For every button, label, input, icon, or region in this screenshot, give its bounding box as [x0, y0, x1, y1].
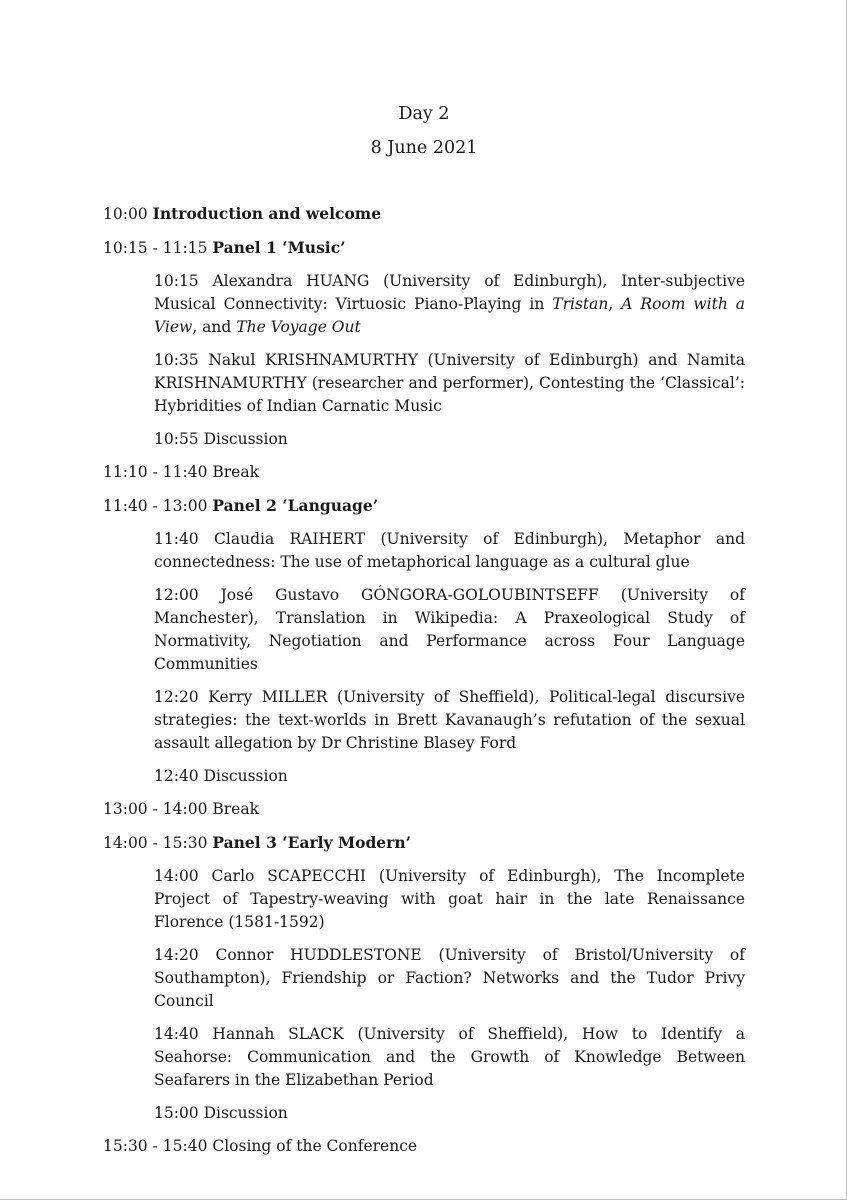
- panel1-paper-1: [154, 270, 745, 339]
- panel1-time: 10:15 - 11:15: [103, 239, 208, 257]
- panel1-paper-1-time: 10:15: [154, 272, 199, 290]
- panel1-discussion: 10:55 Discussion: [154, 430, 288, 448]
- panel3-heading: [103, 831, 745, 855]
- panel2-paper-1: 11:40 Claudia RAIHERT (University of Edinburgh), Metaphor and connectedness: The use of metaphorical language as a cultural glue: [154, 530, 745, 571]
- panel1-title: Panel 1 ‘Music’: [212, 238, 346, 257]
- title-voyage-out: The Voyage Out: [236, 318, 361, 336]
- panel1-paper-2: [154, 349, 745, 418]
- panel2-paper-3: 12:20 Kerry MILLER (University of Sheffield), Political-legal discursive strategies: the text-worlds in Brett Kavanaugh’s refutation of the sexual assault allegation by Dr Christine Blasey Ford: [154, 688, 745, 752]
- break-2: 13:00 - 14:00 Break: [103, 800, 259, 818]
- intro-title: Introduction and welcome: [152, 204, 382, 223]
- programme-content: [103, 104, 745, 1168]
- panel3-paper-1: 14:00 Carlo SCAPECCHI (University of Edinburgh), The Incomplete Project of Tapestry-weaving with goat hair in the late Renaissance Florence (1581-1592): [154, 867, 745, 931]
- panel1-paper-2-text: Nakul KRISHNAMURTHY (University of Edinburgh) and Namita KRISHNAMURTHY (researcher and performer), Contesting the ‘Classical’: Hybridities of Indian Carnatic Music: [154, 351, 745, 415]
- panel3-paper-3: 14:40 Hannah SLACK (University of Sheffield), How to Identify a Seahorse: Communication and the Growth of Knowledge Between Seafarers in the Elizabethan Period: [154, 1025, 745, 1089]
- separator-1: ,: [608, 295, 622, 313]
- panel1-heading: [103, 236, 745, 260]
- panel3-title: Panel 3 ‘Early Modern’: [212, 833, 411, 852]
- separator-2: , and: [192, 318, 237, 336]
- break-1: 11:10 - 11:40 Break: [103, 463, 259, 481]
- panel3-time: 14:00 - 15:30: [103, 834, 208, 852]
- panel2-discussion: 12:40 Discussion: [154, 767, 288, 785]
- panel2-heading: [103, 494, 745, 518]
- date-heading: 8 June 2021: [370, 138, 478, 158]
- title-room-with-a-view: A Room with a View: [154, 295, 745, 336]
- panel1-paper-1-text: Alexandra HUANG (University of Edinburgh), Inter-subjective Musical Connectivity: Virtuosic Piano-Playing in: [154, 272, 746, 313]
- title-tristan: Tristan: [552, 295, 609, 313]
- day-heading: Day 2: [398, 104, 450, 124]
- panel2-title: Panel 2 ‘Language’: [212, 496, 379, 515]
- panel2-paper-2: 12:00 José Gustavo GÓNGORA-GOLOUBINTSEFF (University of Manchester), Translation in Wikipedia: A Praxeological Study of Normativity, Negotiation and Performance across Four Language Communities: [154, 586, 745, 673]
- panel3-discussion: 15:00 Discussion: [154, 1104, 288, 1122]
- closing-row: 15:30 - 15:40 Closing of the Conference: [103, 1137, 418, 1155]
- intro-row: [103, 202, 745, 226]
- panel1-paper-2-time: 10:35: [154, 351, 199, 369]
- intro-time: 10:00: [103, 205, 148, 223]
- panel2-time: 11:40 - 13:00: [103, 497, 208, 515]
- panel3-paper-2: 14:20 Connor HUDDLESTONE (University of Bristol/University of Southampton), Friendship or Faction? Networks and the Tudor Privy Council: [154, 946, 745, 1010]
